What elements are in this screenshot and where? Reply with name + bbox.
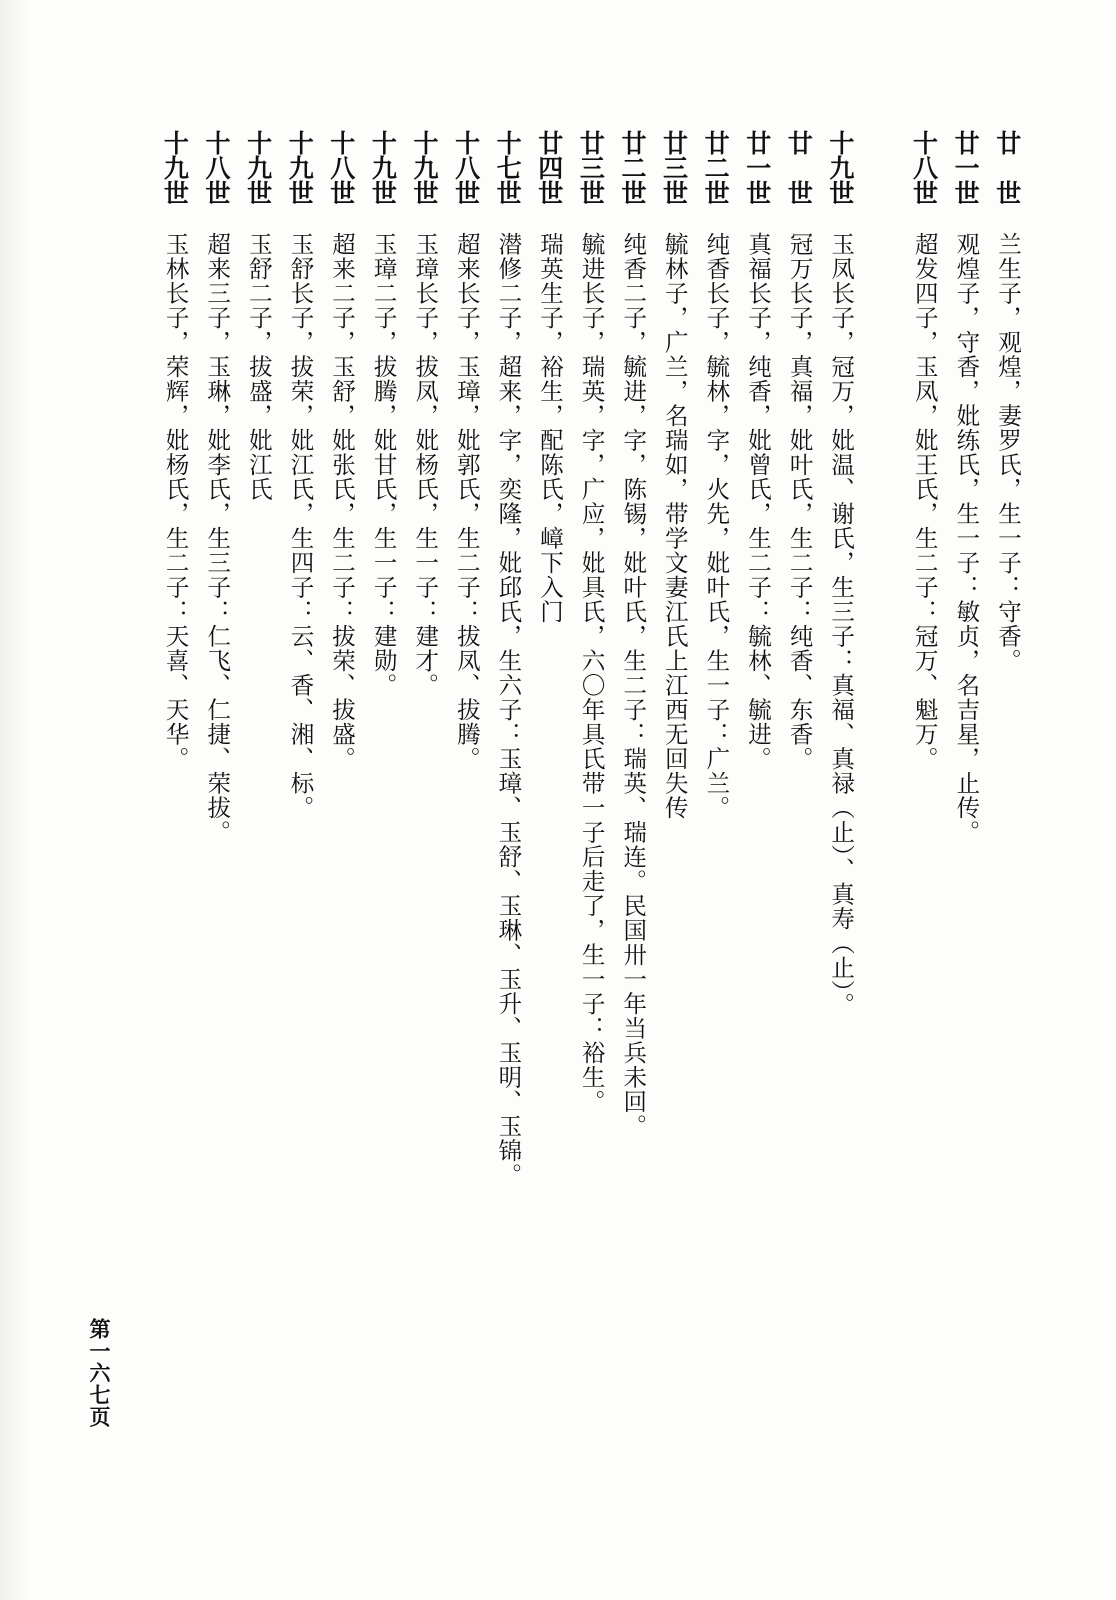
genealogy-entry	[570, 130, 612, 1230]
entry-text: 毓进长子，瑞英，字，广应，妣具氏，六〇年具氏带一子后走了，生一子：裕生。	[577, 232, 606, 1114]
genealogy-entry	[362, 130, 404, 1230]
generation-label: 十八世	[451, 130, 481, 205]
generation-label: 十九世	[368, 130, 398, 205]
entry-text: 纯香长子，毓林，字，火先，妣叶氏，生一子：广兰。	[702, 232, 731, 820]
genealogy-entry	[279, 130, 321, 1230]
genealogy-entry	[612, 130, 654, 1230]
generation-label: 十九世	[243, 130, 273, 205]
entry-text: 玉璋二子，拔腾，妣甘氏，生一子：建勋。	[369, 232, 398, 698]
entry-text: 超来三子，玉琳，妣李氏，生三子：仁飞、仁捷、荣拔。	[203, 232, 232, 845]
entry-text: 观煌子，守香，妣练氏，生一子：敏贞，名吉星，止传。	[952, 232, 981, 845]
entry-text: 玉林长子，荣辉，妣杨氏，生二子：天喜、天华。	[161, 232, 190, 771]
genealogy-entry	[445, 130, 487, 1230]
genealogy-entry	[653, 130, 695, 1230]
generation-label: 廿 世	[992, 130, 1022, 205]
entry-text: 玉凤长子，冠万，妣温、谢氏，生三子：真福、真禄（止）、真寿（止）。	[827, 232, 856, 1017]
generation-label: 十八世	[326, 130, 356, 205]
genealogy-entry	[321, 130, 363, 1230]
entry-text: 玉舒二子，拔盛，妣江氏	[244, 232, 273, 502]
entry-text: 瑞英生子，裕生，配陈氏，嶂下入门	[536, 232, 565, 624]
generation-label: 十九世	[825, 130, 855, 205]
generation-label: 十九世	[285, 130, 315, 205]
page-number: 第一六七页	[87, 1318, 111, 1428]
entry-text: 玉舒长子，拔荣，妣江氏，生四子：云、香、湘、标。	[286, 232, 315, 820]
entry-text: 超来长子，玉璋，妣郭氏，生二子：拔凤、拔腾。	[452, 232, 481, 771]
generation-label: 廿三世	[576, 130, 606, 205]
genealogy-entry	[903, 130, 945, 1230]
genealogy-entries	[154, 130, 1028, 1230]
generation-label: 廿一世	[951, 130, 981, 205]
generation-label: 廿二世	[617, 130, 647, 205]
genealogy-entry	[404, 130, 446, 1230]
generation-label: 十九世	[160, 130, 190, 205]
generation-label: 廿四世	[534, 130, 564, 205]
generation-label: 廿一世	[742, 130, 772, 205]
generation-label: 十八世	[202, 130, 232, 205]
genealogy-entry	[196, 130, 238, 1230]
entry-text: 玉璋长子，拔凤，妣杨氏，生一子：建才。	[411, 232, 440, 698]
binding-edge	[0, 0, 30, 1600]
entry-text: 纯香二子，毓进，字，陈锡，妣叶氏，生二子：瑞英、瑞连。民国卅一年当兵未回。	[619, 232, 648, 1139]
genealogy-entry	[778, 130, 820, 1230]
entry-text: 潜修二子，超来，字，奕隆，妣邱氏，生六子：玉璋、玉舒、玉琳、玉升、玉明、玉锦。	[494, 232, 523, 1188]
entry-text: 冠万长子，真福，妣叶氏，生二子：纯香、东香。	[785, 232, 814, 771]
genealogy-entry	[237, 130, 279, 1230]
entry-text: 真福长子，纯香，妣曾氏，生二子：毓林、毓进。	[743, 232, 772, 771]
genealogy-entry	[986, 130, 1028, 1230]
generation-label: 廿 世	[784, 130, 814, 205]
generation-label: 十九世	[409, 130, 439, 205]
entry-text: 毓林子，广兰，名瑞如，带学文妻江氏上江西无回失传	[660, 232, 689, 820]
generation-label: 廿二世	[701, 130, 731, 205]
genealogy-entry	[820, 130, 862, 1230]
genealogy-entry	[695, 130, 737, 1230]
genealogy-entry	[487, 130, 529, 1230]
generation-label: 十七世	[493, 130, 523, 205]
entry-text: 兰生子，观煌，妻罗氏，生一子：守香。	[993, 232, 1022, 673]
genealogy-entry	[736, 130, 778, 1230]
generation-label: 廿三世	[659, 130, 689, 205]
genealogy-entry	[154, 130, 196, 1230]
genealogy-entry	[945, 130, 987, 1230]
generation-label: 十八世	[909, 130, 939, 205]
entry-text: 超来二子，玉舒，妣张氏，生二子：拔荣、拔盛。	[328, 232, 357, 771]
entry-text: 超发四子，玉凤，妣王氏，生二子：冠万、魁万。	[910, 232, 939, 771]
genealogy-entry	[528, 130, 570, 1230]
